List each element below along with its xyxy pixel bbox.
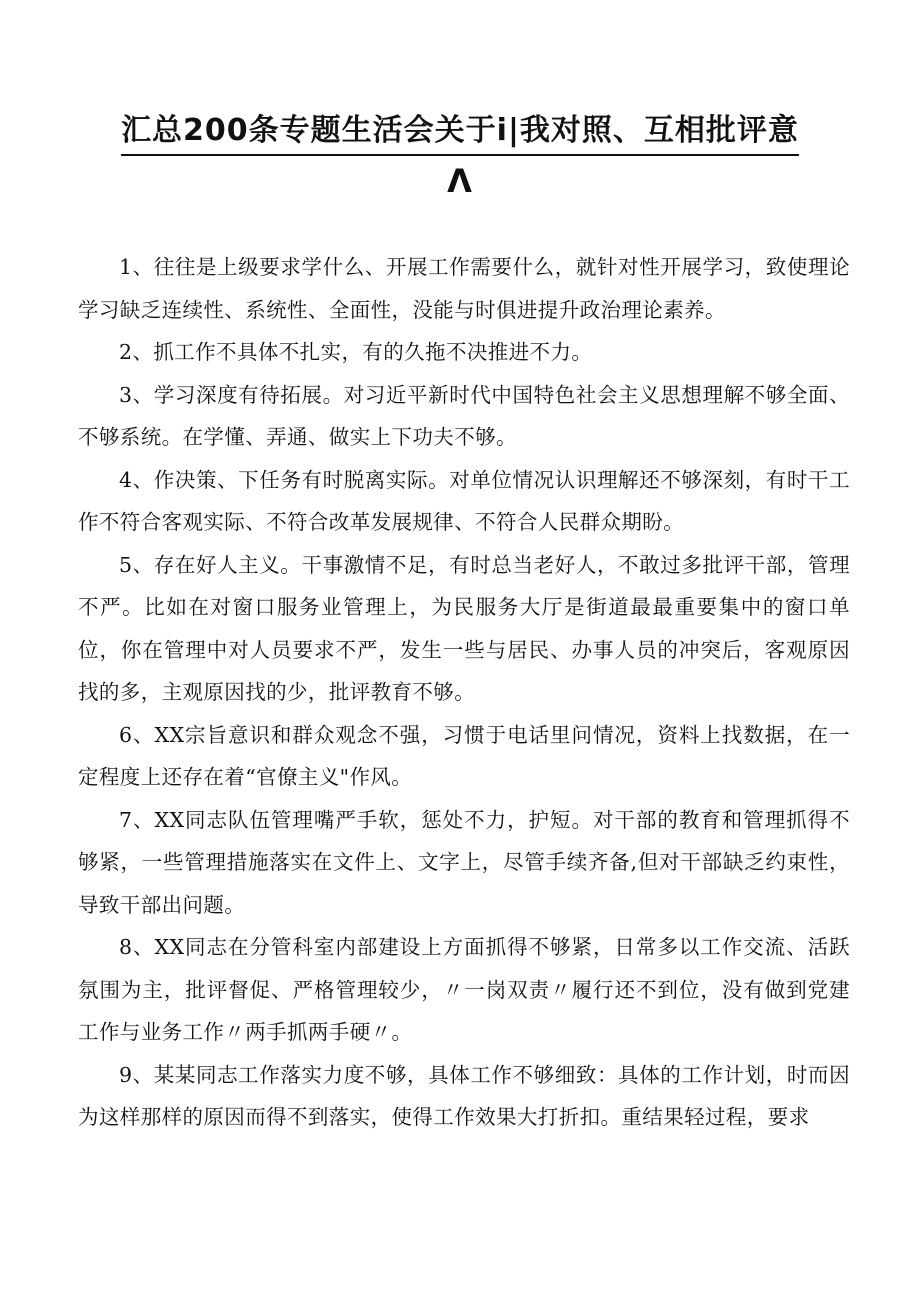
paragraph-4: 4、作决策、下任务有时脱离实际。对单位情况认识理解还不够深刻，有时干工作不符合客观实际、不符合改革发展规律、不符合人民群众期盼。	[78, 467, 850, 534]
paragraph-8: 8、XX同志在分管科室内部建设上方面抓得不够紧，日常多以工作交流、活跃氛围为主，批评督促、严格管理较少，〃一岗双责〃履行还不到位，没有做到党建工作与业务工作〃两手抓两手硬〃。	[78, 935, 850, 1044]
title-line-2: Λ	[447, 162, 473, 200]
paragraph-6: 6、XX宗旨意识和群众观念不强，习惯于电话里问情况，资料上找数据，在一定程度上还存在着“官僚主义"作风。	[78, 722, 850, 789]
paragraph-1: 1、往往是上级要求学什么、开展工作需要什么，就针对性开展学习，致使理论学习缺乏连续性、系统性、全面性，没能与时俱进提升政治理论素养。	[78, 255, 850, 322]
paragraph-2: 2、抓工作不具体不扎实，有的久拖不决推进不力。	[119, 340, 593, 364]
paragraph-9: 9、某某同志工作落实力度不够，具体工作不够细致：具体的工作计划，时而因为这样那样的原因而得不到落实，使得工作效果大打折扣。重结果轻过程，要求	[78, 1062, 850, 1129]
title-line-1: 汇总200条专题生活会关于i|我对照、互相批评意	[121, 108, 799, 156]
paragraph-3: 3、学习深度有待拓展。对习近平新时代中国特色社会主义思想理解不够全面、不够系统。在学懂、弄通、做实上下功夫不够。	[78, 382, 850, 449]
paragraph-7: 7、XX同志队伍管理嘴严手软，惩处不力，护短。对干部的教育和管理抓得不够紧，一些管理措施落实在文件上、文字上，尽管手续齐备,但对干部缺乏约束性，导致干部出问题。	[78, 807, 850, 917]
document-title	[96, 108, 824, 204]
paragraph-5: 5、存在好人主义。干事激情不足，有时总当老好人，不敢过多批评干部，管理不严。比如在对窗口服务业管理上，为民服务大厅是街道最最重要集中的窗口单位，你在管理中对人员要求不严，发生一些与居民、办事人员的冲突后，客观原因找的多，主观原因找的少，批评教育不够。	[78, 552, 850, 704]
document-body	[78, 246, 850, 1139]
